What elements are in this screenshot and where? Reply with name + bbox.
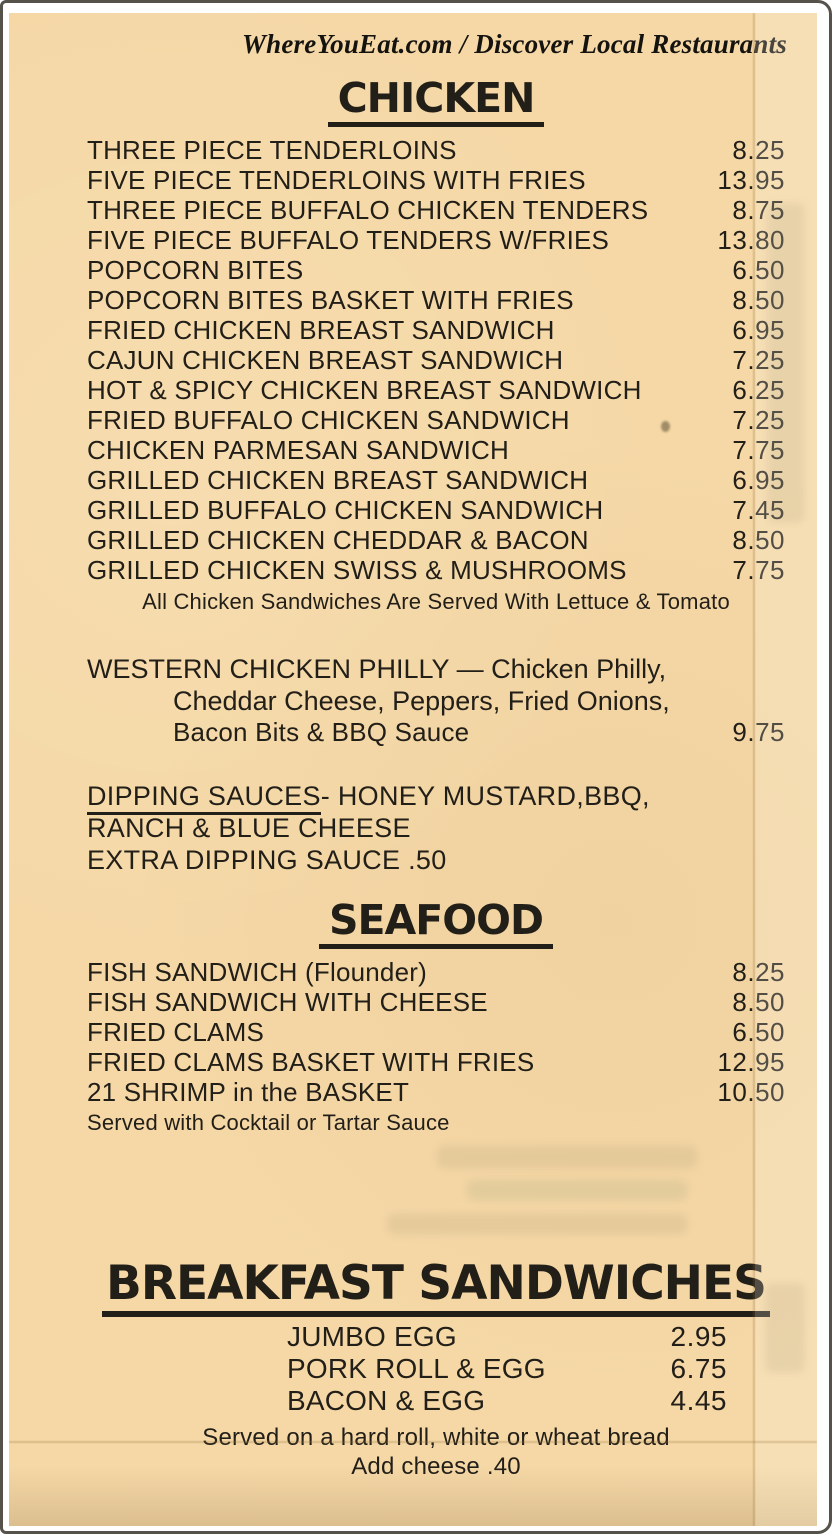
section-title-seafood — [87, 896, 785, 949]
menu-item-price: 13.95 — [717, 165, 785, 196]
seafood-item-list — [87, 957, 785, 1107]
menu-paper — [9, 13, 817, 1526]
site-banner-text: WhereYouEat.com / Discover Local Restaurants — [241, 29, 787, 59]
menu-item-price: 8.75 — [732, 195, 785, 226]
menu-item-name: POPCORN BITES — [87, 255, 304, 286]
menu-item-row — [287, 1385, 727, 1417]
menu-item-price: 6.75 — [670, 1353, 727, 1385]
menu-item-price: 4.45 — [670, 1385, 727, 1417]
menu-item-row — [87, 255, 785, 285]
menu-item-row — [87, 957, 785, 987]
menu-item-price: 8.50 — [732, 525, 785, 556]
menu-item-name: CAJUN CHICKEN BREAST SANDWICH — [87, 345, 564, 376]
dipping-heading: DIPPING SAUCES — [87, 781, 321, 815]
menu-item-row — [87, 345, 785, 375]
menu-item-price: 8.50 — [732, 285, 785, 316]
menu-item-price: 7.75 — [732, 435, 785, 466]
menu-item-price: 8.25 — [732, 957, 785, 988]
menu-content — [9, 74, 817, 1481]
menu-item-name: FIVE PIECE BUFFALO TENDERS W/FRIES — [87, 225, 610, 256]
menu-item-name: 21 SHRIMP in the BASKET — [87, 1077, 410, 1108]
menu-item-price: 6.50 — [732, 1017, 785, 1048]
menu-item-row — [87, 1017, 785, 1047]
menu-item-row — [287, 1353, 727, 1385]
breakfast-note-1: Served on a hard roll, white or wheat bread — [202, 1424, 670, 1452]
menu-item-name: GRILLED CHICKEN SWISS & MUSHROOMS — [87, 555, 627, 586]
ink-bleed-ghost — [437, 1146, 697, 1168]
menu-item-row — [87, 435, 785, 465]
menu-item-row — [87, 525, 785, 555]
menu-item-name: FIVE PIECE TENDERLOINS WITH FRIES — [87, 165, 586, 196]
menu-item-name: PORK ROLL & EGG — [287, 1353, 546, 1385]
menu-item-name: POPCORN BITES BASKET WITH FRIES — [87, 285, 574, 316]
menu-item-row — [87, 555, 785, 585]
menu-item-row — [87, 285, 785, 315]
ink-bleed-ghost — [767, 203, 805, 523]
menu-item-name: HOT & SPICY CHICKEN BREAST SANDWICH — [87, 375, 642, 406]
dipping-line1-rest: - HONEY MUSTARD,BBQ, — [320, 781, 650, 812]
chicken-item-list — [87, 135, 785, 585]
menu-item-row — [87, 165, 785, 195]
menu-item-price: 6.25 — [732, 375, 785, 406]
menu-item-name: GRILLED BUFFALO CHICKEN SANDWICH — [87, 495, 604, 526]
menu-item-row — [87, 1047, 785, 1077]
scan-artifact — [661, 421, 670, 432]
menu-item-price: 6.95 — [732, 465, 785, 496]
ink-bleed-ghost — [387, 1214, 687, 1234]
dipping-line3: EXTRA DIPPING SAUCE .50 — [87, 845, 447, 876]
menu-item-row — [87, 195, 785, 225]
breakfast-note-2: Add cheese .40 — [351, 1453, 521, 1481]
menu-item-name: CHICKEN PARMESAN SANDWICH — [87, 435, 510, 466]
menu-item-price: 2.95 — [670, 1321, 727, 1353]
menu-item-row — [87, 225, 785, 255]
chicken-note: All Chicken Sandwiches Are Served With Lettuce & Tomato — [142, 589, 730, 615]
menu-item-name: THREE PIECE BUFFALO CHICKEN TENDERS — [87, 195, 649, 226]
menu-item-price: 8.50 — [732, 987, 785, 1018]
menu-item-name: FRIED CLAMS — [87, 1017, 265, 1048]
menu-item-price: 8.25 — [732, 135, 785, 166]
ink-bleed-ghost — [467, 1180, 687, 1200]
chicken-title-text: CHICKEN — [328, 77, 545, 127]
menu-item-row — [87, 375, 785, 405]
menu-item-name: FRIED CHICKEN BREAST SANDWICH — [87, 315, 555, 346]
dipping-sauces-block — [87, 780, 785, 876]
dipping-line2: RANCH & BLUE CHEESE — [87, 813, 411, 844]
menu-item-price: 6.50 — [732, 255, 785, 286]
menu-item-name: FISH SANDWICH (Flounder) — [87, 957, 427, 988]
seafood-note: Served with Cocktail or Tartar Sauce — [87, 1110, 450, 1136]
ink-bleed-ghost — [765, 1283, 805, 1373]
menu-item-price: 7.45 — [732, 495, 785, 526]
menu-item-price: 10.50 — [717, 1077, 785, 1108]
menu-item-name: BACON & EGG — [287, 1385, 486, 1417]
breakfast-title-text: BREAKFAST SANDWICHES — [102, 1259, 770, 1317]
menu-item-name: GRILLED CHICKEN BREAST SANDWICH — [87, 465, 589, 496]
philly-line3: Bacon Bits & BBQ Sauce — [173, 717, 470, 748]
menu-item-name: FISH SANDWICH WITH CHEESE — [87, 987, 488, 1018]
breakfast-item-list — [287, 1321, 727, 1417]
philly-line1: WESTERN CHICKEN PHILLY — Chicken Philly, — [87, 654, 667, 685]
vertical-fold-crease — [753, 13, 755, 1526]
seafood-title-text: SEAFOOD — [319, 899, 553, 949]
dipping-line1 — [87, 780, 785, 812]
menu-item-name: GRILLED CHICKEN CHEDDAR & BACON — [87, 525, 589, 556]
western-philly-block — [87, 653, 785, 747]
section-title-chicken — [87, 74, 785, 127]
menu-item-name: FRIED CLAMS BASKET WITH FRIES — [87, 1047, 535, 1078]
menu-item-name: THREE PIECE TENDERLOINS — [87, 135, 457, 166]
section-title-breakfast — [87, 1256, 785, 1317]
menu-item-row — [87, 987, 785, 1017]
philly-line2: Cheddar Cheese, Peppers, Fried Onions, — [173, 686, 670, 717]
menu-item-name: JUMBO EGG — [287, 1321, 457, 1353]
menu-item-price: 7.75 — [732, 555, 785, 586]
menu-item-row — [87, 495, 785, 525]
menu-item-row — [87, 315, 785, 345]
blank-gap — [87, 1136, 785, 1252]
menu-item-price: 6.95 — [732, 315, 785, 346]
menu-item-price: 7.25 — [732, 405, 785, 436]
menu-item-row — [87, 135, 785, 165]
menu-item-row — [287, 1321, 727, 1353]
menu-item-row — [87, 1077, 785, 1107]
menu-item-price: 7.25 — [732, 345, 785, 376]
philly-price: 9.75 — [732, 717, 785, 748]
menu-item-price: 13.80 — [717, 225, 785, 256]
menu-item-name: FRIED BUFFALO CHICKEN SANDWICH — [87, 405, 570, 436]
menu-item-row — [87, 405, 785, 435]
philly-price-row — [87, 717, 785, 747]
menu-item-row — [87, 465, 785, 495]
menu-item-price: 12.95 — [717, 1047, 785, 1078]
horizontal-fold-crease — [9, 1441, 817, 1443]
